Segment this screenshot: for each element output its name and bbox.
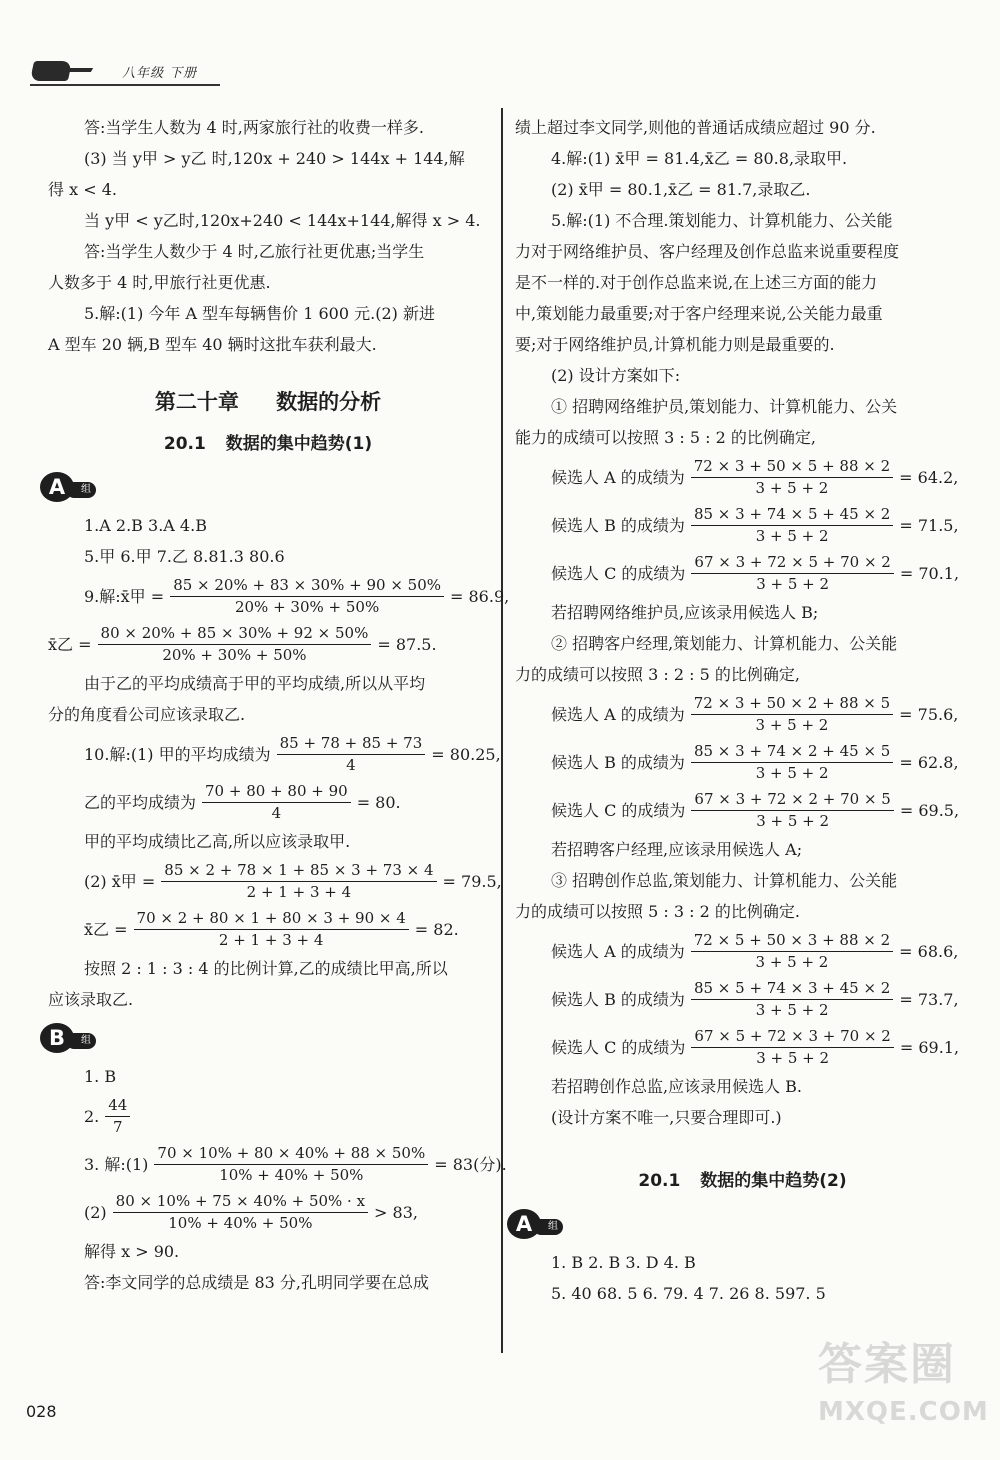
formula-label: x̄乙 = <box>48 634 92 654</box>
text-line: 答:当学生人数少于 4 时,乙旅行社更优惠;当学生 <box>84 242 425 261</box>
section-title: 20.1 数据的集中趋势(1) <box>163 434 373 454</box>
denominator: 20% + 30% + 50% <box>162 645 307 664</box>
numerator: 85 × 5 + 74 × 3 + 45 × 2 <box>691 979 893 1000</box>
formula-result: = 71.5, <box>899 515 959 535</box>
text-line: (2) 设计方案如下: <box>551 366 681 385</box>
text-line: 若招聘客户经理,应该录用候选人 A; <box>551 840 803 859</box>
text-line: ② 招聘客户经理,策划能力、计算机能力、公关能 <box>551 634 898 653</box>
formula-label: 9.解:x̄甲 = <box>84 586 165 606</box>
formula-result: = 83(分). <box>434 1154 507 1174</box>
formula-result: = 82. <box>414 919 459 939</box>
text-line: ③ 招聘创作总监,策划能力、计算机能力、公关能 <box>551 871 898 890</box>
numerator: 72 × 3 + 50 × 5 + 88 × 2 <box>691 457 893 478</box>
denominator: 3 + 5 + 2 <box>756 574 830 593</box>
formula-result: > 83, <box>374 1202 418 1222</box>
numerator: 85 × 20% + 83 × 30% + 90 × 50% <box>170 576 444 597</box>
watermark-url: MXQE.COM <box>818 1397 989 1427</box>
fraction <box>113 1192 368 1233</box>
fraction <box>277 734 426 775</box>
fraction <box>170 576 444 617</box>
group-a-badge <box>40 472 102 504</box>
numerator: 85 × 3 + 74 × 2 + 45 × 5 <box>691 742 893 763</box>
fraction <box>691 931 893 972</box>
text-line: 解得 x > 90. <box>84 1242 180 1261</box>
formula-label: 3. 解:(1) <box>84 1154 149 1174</box>
denominator: 7 <box>113 1117 123 1136</box>
formula-line <box>48 1092 488 1140</box>
numerator: 70 × 2 + 80 × 1 + 80 × 3 + 90 × 4 <box>134 909 409 930</box>
text-line: ① 招聘网络维护员,策划能力、计算机能力、公关 <box>551 397 898 416</box>
badge-letter: A <box>40 472 74 502</box>
text-line: 绩上超过李文同学,则他的普通话成绩应超过 90 分. <box>515 118 876 137</box>
text-line: 应该录取乙. <box>48 990 134 1009</box>
watermark-logo <box>818 1335 988 1447</box>
text-line: 能力的成绩可以按照 3 : 5 : 2 的比例确定, <box>515 428 816 447</box>
page-header <box>32 58 197 84</box>
badge-group-label: 组 <box>533 1219 563 1235</box>
group-b-badge <box>40 1023 102 1055</box>
badge-letter: B <box>40 1023 74 1053</box>
formula-line <box>515 549 970 597</box>
numerator: 85 × 2 + 78 × 1 + 85 × 3 + 73 × 4 <box>161 861 436 882</box>
formula-label: 候选人 C 的成绩为 <box>551 1037 686 1057</box>
text-line: 中,策划能力最重要;对于客户经理来说,公关能力最重 <box>515 304 883 323</box>
numerator: 80 × 10% + 75 × 40% + 50% · x <box>113 1192 368 1213</box>
badge-letter: A <box>507 1209 541 1239</box>
formula-result: = 62.8, <box>899 752 959 772</box>
formula-line <box>48 1140 507 1188</box>
denominator: 4 <box>346 755 356 774</box>
formula-result: = 80. <box>356 792 401 812</box>
formula-result: = 86.9, <box>450 586 510 606</box>
header-rule <box>30 84 220 86</box>
formula-label: (2) x̄甲 = <box>84 871 156 891</box>
left-column <box>48 112 510 1298</box>
denominator: 3 + 5 + 2 <box>755 715 829 734</box>
formula-label: x̄乙 = <box>84 919 128 939</box>
fraction <box>691 979 893 1020</box>
formula-label: 候选人 C 的成绩为 <box>551 800 686 820</box>
badge-group-label: 组 <box>66 482 96 498</box>
fraction <box>691 553 893 594</box>
fraction <box>691 742 893 783</box>
formula-label: 候选人 A 的成绩为 <box>551 704 685 724</box>
denominator: 10% + 40% + 50% <box>168 1213 313 1232</box>
denominator: 2 + 1 + 3 + 4 <box>218 930 324 949</box>
formula-line <box>48 905 488 953</box>
formula-result: = 79.5, <box>442 871 502 891</box>
denominator: 10% + 40% + 50% <box>219 1165 364 1184</box>
formula-result: = 69.5, <box>899 800 960 820</box>
fraction <box>161 861 436 902</box>
denominator: 3 + 5 + 2 <box>756 811 830 830</box>
formula-line <box>48 730 501 778</box>
text-line: 若招聘网络维护员,应该录用候选人 B; <box>551 603 819 622</box>
numerator: 72 × 5 + 50 × 3 + 88 × 2 <box>691 931 893 952</box>
denominator: 2 + 1 + 3 + 4 <box>246 882 352 901</box>
numerator: 67 × 3 + 72 × 5 + 70 × 2 <box>691 553 893 574</box>
formula-label: 候选人 C 的成绩为 <box>551 563 686 583</box>
formula-result: = 80.25, <box>431 744 501 764</box>
text-line: 甲的平均成绩比乙高,所以应该录取甲. <box>84 832 351 851</box>
section-title: 20.1 数据的集中趋势(2) <box>638 1171 847 1191</box>
formula-result: = 68.6, <box>899 941 959 961</box>
logo-icon <box>32 59 92 83</box>
numerator: 44 <box>105 1096 130 1117</box>
denominator: 3 + 5 + 2 <box>755 952 829 971</box>
formula-label: 10.解:(1) 甲的平均成绩为 <box>84 744 271 764</box>
formula-line <box>515 690 970 738</box>
header-grade-label: 八年级 下册 <box>122 65 198 81</box>
formula-line <box>48 620 488 668</box>
fraction <box>154 1144 428 1185</box>
text-line: 人数多于 4 时,甲旅行社更优惠. <box>48 273 271 292</box>
denominator: 3 + 5 + 2 <box>755 763 829 782</box>
formula-label: 候选人 B 的成绩为 <box>551 989 685 1009</box>
text-line: (2) x̄甲 = 80.1,x̄乙 = 81.7,录取乙. <box>551 180 811 199</box>
denominator: 4 <box>271 803 282 822</box>
formula-result: = 73.7, <box>899 989 959 1009</box>
numerator: 67 × 5 + 72 × 3 + 70 × 2 <box>691 1027 893 1048</box>
fraction <box>202 782 351 823</box>
numerator: 80 × 20% + 85 × 30% + 92 × 50% <box>98 624 372 645</box>
denominator: 3 + 5 + 2 <box>755 1000 829 1019</box>
watermark-text: 答案圈 <box>818 1339 956 1390</box>
text-line: 4.解:(1) x̄甲 = 81.4,x̄乙 = 80.8,录取甲. <box>551 149 848 168</box>
badge-group-label: 组 <box>66 1033 96 1049</box>
fraction <box>691 457 893 498</box>
text-line: 由于乙的平均成绩高于甲的平均成绩,所以从平均 <box>84 674 426 693</box>
text-line: 得 x < 4. <box>48 180 117 199</box>
text-line: (设计方案不唯一,只要合理即可.) <box>551 1108 782 1127</box>
text-line: 若招聘创作总监,应该录用候选人 B. <box>551 1077 803 1096</box>
formula-line <box>48 1188 488 1236</box>
fraction <box>98 624 372 665</box>
answer-line: 5. 40 68. 5 6. 79. 4 7. 26 8. 597. 5 <box>551 1284 826 1303</box>
formula-label: (2) <box>84 1202 107 1222</box>
text-line: 分的角度看公司应该录取乙. <box>48 705 246 724</box>
text-line: 答:当学生人数为 4 时,两家旅行社的收费一样多. <box>84 118 424 137</box>
denominator: 3 + 5 + 2 <box>755 526 829 545</box>
text-line: 答:李文同学的总成绩是 83 分,孔明同学要在总成 <box>84 1273 430 1292</box>
numerator: 85 × 3 + 74 × 5 + 45 × 2 <box>691 505 893 526</box>
formula-line <box>48 857 502 905</box>
formula-result: = 64.2, <box>899 467 959 487</box>
answer-line: 5.甲 6.甲 7.乙 8.81.3 80.6 <box>84 547 285 566</box>
formula-line <box>48 778 488 826</box>
numerator: 72 × 3 + 50 × 2 + 88 × 5 <box>691 694 893 715</box>
answer-line: 1. B <box>84 1067 117 1086</box>
formula-line <box>515 738 970 786</box>
numerator: 85 + 78 + 85 + 73 <box>277 734 426 755</box>
denominator: 20% + 30% + 50% <box>234 597 380 616</box>
fraction <box>691 694 893 735</box>
text-line: 按照 2 : 1 : 3 : 4 的比例计算,乙的成绩比甲高,所以 <box>84 959 448 978</box>
fraction <box>691 1027 893 1068</box>
answer-line: 1. B 2. B 3. D 4. B <box>551 1253 696 1272</box>
numerator: 67 × 3 + 72 × 2 + 70 × 5 <box>691 790 893 811</box>
numerator: 70 × 10% + 80 × 40% + 88 × 50% <box>154 1144 428 1165</box>
formula-line <box>515 927 970 975</box>
text-line: 要;对于网络维护员,计算机能力则是最重要的. <box>515 335 835 354</box>
formula-line <box>515 501 970 549</box>
formula-result: = 87.5. <box>377 634 437 654</box>
formula-line <box>515 786 970 834</box>
numerator: 70 + 80 + 80 + 90 <box>202 782 351 803</box>
fraction <box>691 790 893 831</box>
formula-label: 候选人 B 的成绩为 <box>551 752 685 772</box>
text-line: (3) 当 y甲 > y乙 时,120x + 240 > 144x + 144,解 <box>84 149 465 168</box>
fraction <box>134 909 409 950</box>
text-line: 当 y甲 < y乙时,120x+240 < 144x+144,解得 x > 4. <box>84 211 481 230</box>
formula-result: = 69.1, <box>899 1037 960 1057</box>
formula-label: 候选人 A 的成绩为 <box>551 467 685 487</box>
formula-line <box>48 572 510 620</box>
text-line: A 型车 20 辆,B 型车 40 辆时这批车获利最大. <box>48 335 377 354</box>
text-line: 5.解:(1) 今年 A 型车每辆售价 1 600 元.(2) 新进 <box>84 304 435 323</box>
fraction <box>105 1096 130 1137</box>
formula-line <box>515 453 970 501</box>
formula-result: = 75.6, <box>899 704 959 724</box>
right-column <box>515 112 970 1309</box>
text-line: 力的成绩可以按照 5 : 3 : 2 的比例确定. <box>515 902 800 921</box>
page-number: 028 <box>26 1402 57 1421</box>
text-line: 是不一样的.对于创作总监来说,在上述三方面的能力 <box>515 273 878 292</box>
fraction <box>691 505 893 546</box>
chapter-title: 第二十章 数据的分析 <box>154 390 382 414</box>
group-a-badge <box>507 1209 569 1241</box>
answer-line: 1.A 2.B 3.A 4.B <box>84 516 207 535</box>
denominator: 3 + 5 + 2 <box>755 478 829 497</box>
formula-label: 候选人 B 的成绩为 <box>551 515 685 535</box>
formula-result: = 70.1, <box>899 563 960 583</box>
text-line: 力对于网络维护员、客户经理及创作总监来说重要程度 <box>515 242 900 261</box>
formula-line <box>515 1023 970 1071</box>
text-line: 5.解:(1) 不合理.策划能力、计算机能力、公关能 <box>551 211 893 230</box>
formula-label: 2. <box>84 1106 100 1126</box>
text-line: 力的成绩可以按照 3 : 2 : 5 的比例确定, <box>515 665 800 684</box>
formula-line <box>515 975 970 1023</box>
denominator: 3 + 5 + 2 <box>756 1048 830 1067</box>
formula-label: 候选人 A 的成绩为 <box>551 941 685 961</box>
formula-label: 乙的平均成绩为 <box>84 792 197 812</box>
